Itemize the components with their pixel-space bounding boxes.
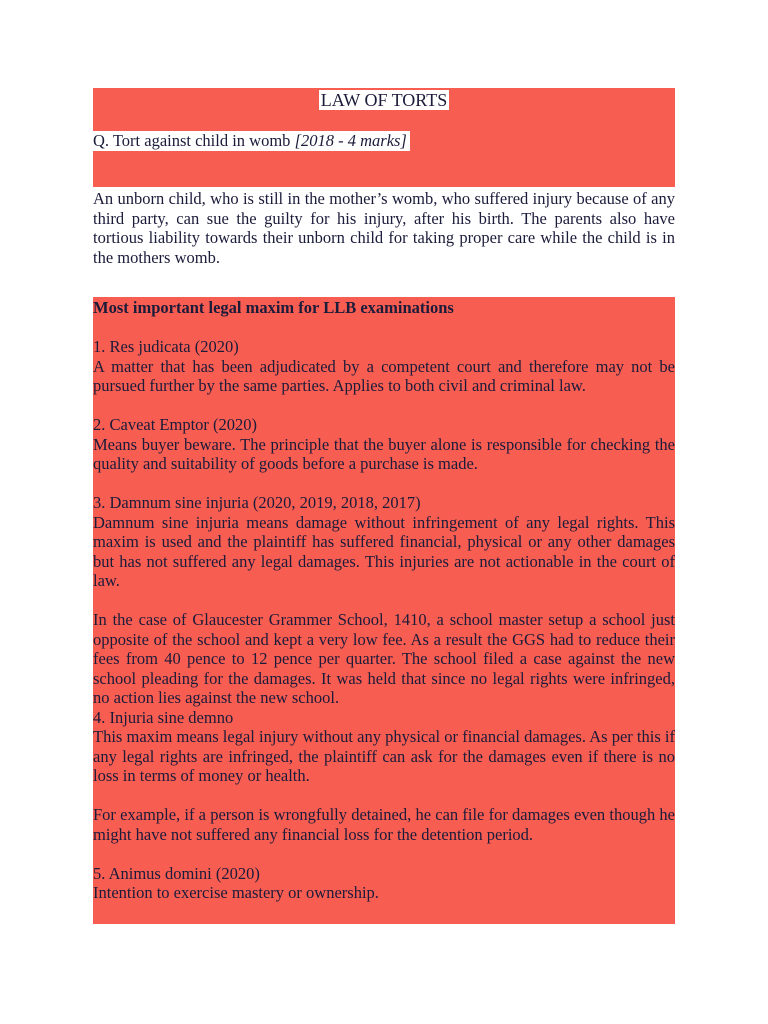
maxim-text: This maxim means legal injury without any physical or financial damages. As per this if any legal rights are infringed, the plaintiff can ask for the damages even if there is no loss in terms of money or health.	[93, 727, 675, 785]
intro-text: An unborn child, who is still in the mother’s womb, who suffered injury because of any third party, can sue the guilty for his injury, after his birth. The parents also have tortious liability towards their unborn child for taking proper care while the child is in the mothers womb.	[93, 189, 675, 267]
question-line	[93, 131, 410, 151]
maxim-title: 3. Damnum sine injuria (2020, 2019, 2018, 2017)	[93, 493, 421, 512]
maxim-example: In the case of Glaucester Grammer School, 1410, a school master setup a school just opposite of the school and kept a very low fee. As a result the GGS had to reduce their fees from 40 pence to 12 pence per quarter. The school filed a case against the new school pleading for the damages. It was held that since no legal rights were infringed, no action lies against the new school.	[93, 610, 675, 707]
maxim-title: 2. Caveat Emptor (2020)	[93, 415, 258, 434]
title-wrapper	[93, 90, 675, 111]
section-heading: Most important legal maxim for LLB examinations	[93, 298, 454, 317]
maxim-text: Intention to exercise mastery or ownership.	[93, 883, 379, 902]
maxim-title: 4. Injuria sine demno	[93, 707, 234, 727]
intro-paragraph	[93, 189, 675, 267]
maxim-text: Damnum sine injuria means damage without infringement of any legal rights. This maxim is used and the plaintiff has suffered financial, physical or any other damages but has not suffered any legal damages. This injuries are not actionable in the court of law.	[93, 512, 675, 590]
question-marks: [2018 - 4 marks]	[294, 131, 407, 150]
maxim-text: Means buyer beware. The principle that the buyer alone is responsible for checking the quality and suitability of goods before a purchase is made.	[93, 434, 675, 473]
maxim-title: 1. Res judicata (2020)	[93, 337, 239, 356]
maxims-section	[93, 298, 675, 903]
page-title: LAW OF TORTS	[320, 90, 448, 110]
question-text: Q. Tort against child in womb	[93, 131, 295, 150]
maxim-example: For example, if a person is wrongfully detained, he can file for damages even though he might have not suffered any financial loss for the detention period.	[93, 805, 675, 844]
maxim-title: 5. Animus domini (2020)	[93, 863, 260, 883]
maxim-text: A matter that has been adjudicated by a competent court and therefore may not be pursued further by the same parties. Applies to both civil and criminal law.	[93, 356, 675, 395]
